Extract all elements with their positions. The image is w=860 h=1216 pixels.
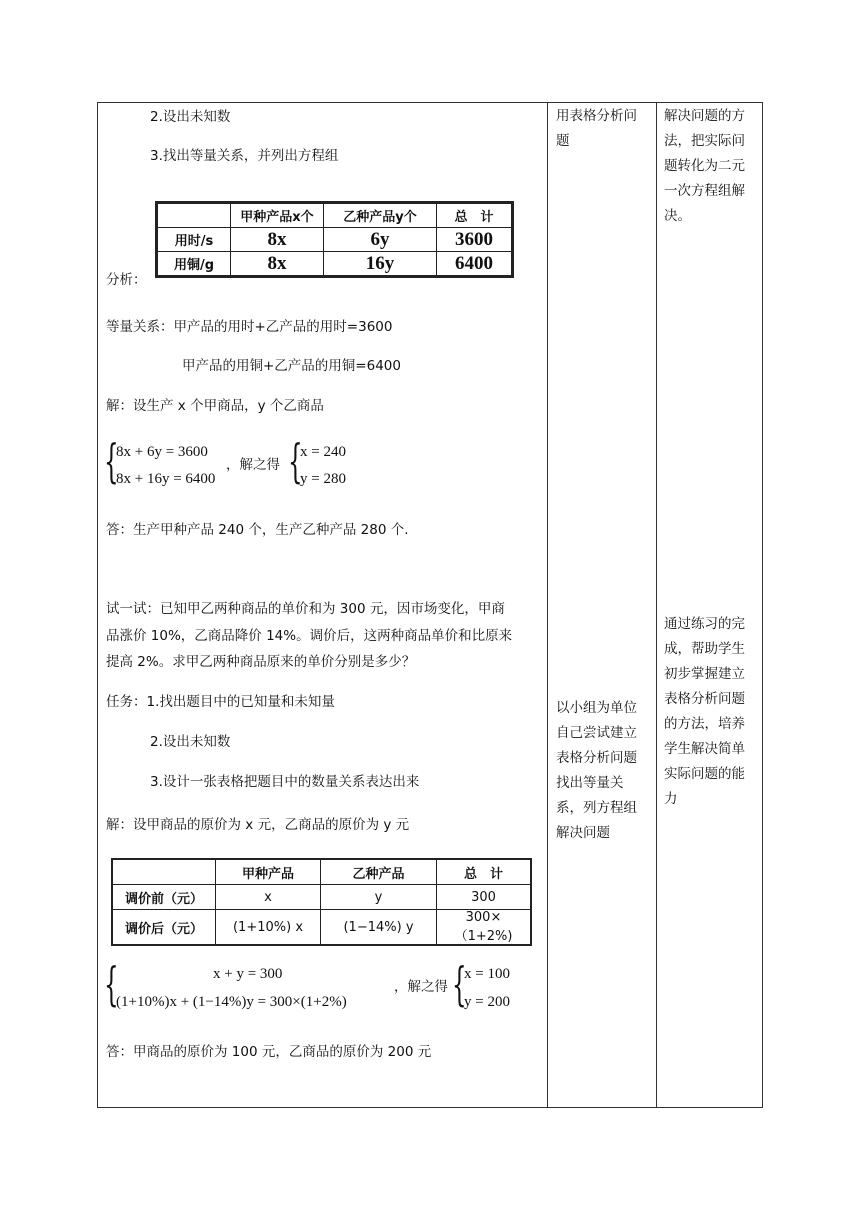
table-cell: 8x — [231, 228, 324, 252]
table-header: 乙种产品 — [321, 859, 437, 885]
table-header: 总 计 — [437, 203, 513, 228]
table-row-label: 用铜/g — [157, 252, 231, 277]
equation-1: 8x + 6y = 3600 — [116, 444, 208, 460]
column-divider — [656, 102, 657, 1108]
answer-1: 答：生产甲种产品 240 个，生产乙种产品 280 个. — [106, 522, 409, 538]
table-cell: y — [321, 885, 437, 910]
analysis-label: 分析： — [106, 272, 147, 288]
table-header: 总 计 — [437, 859, 532, 885]
equation-3: x + y = 300 — [213, 966, 283, 982]
brace-icon: { — [288, 434, 303, 488]
solve-word: ，解之得 — [394, 979, 448, 995]
solution-x: x = 100 — [464, 966, 510, 982]
table-cell: 300 — [437, 885, 532, 910]
table-cell: 6400 — [437, 252, 513, 277]
table-cell — [112, 859, 216, 885]
price-table — [111, 858, 532, 946]
table-header: 甲种产品x个 — [231, 203, 324, 228]
table-row-label: 调价前（元） — [112, 885, 216, 910]
solution-2-intro: 解：设甲商品的原价为 x 元，乙商品的原价为 y 元 — [106, 817, 410, 833]
answer-2: 答：甲商品的原价为 100 元，乙商品的原价为 200 元 — [106, 1044, 432, 1060]
task-3: 3.设计一张表格把题目中的数量关系表达出来 — [150, 774, 420, 790]
intent-note-2: 通过练习的完成，帮助学生初步掌握建立表格分析问题的方法，培养学生解决简单实际问题的能力 — [664, 616, 745, 807]
table-cell: 16y — [324, 252, 437, 277]
solution-x: x = 240 — [300, 444, 346, 460]
student-note-2: 以小组为单位自己尝试建立表格分析问题找出等量关系，列方程组解决问题 — [556, 700, 637, 841]
step-3: 3.找出等量关系，并列出方程组 — [150, 148, 339, 164]
solution-y: y = 200 — [464, 994, 510, 1010]
table-header: 乙种产品y个 — [324, 203, 437, 228]
try-problem-line-2: 品涨价 10%，乙商品降价 14%。调价后，这两种商品单价和比原来 — [106, 628, 513, 644]
table-cell: 300×（1+2%) — [437, 910, 532, 946]
relation-2: 甲产品的用铜+乙产品的用铜=6400 — [182, 358, 401, 374]
analysis-table — [155, 201, 514, 278]
relation-1: 等量关系：甲产品的用时+乙产品的用时=3600 — [106, 319, 393, 335]
table-cell: 3600 — [437, 228, 513, 252]
solution-intro: 解：设生产 x 个甲商品，y 个乙商品 — [106, 398, 324, 414]
equation-4: (1+10%)x + (1−14%)y = 300×(1+2%) — [116, 994, 347, 1010]
solve-word: ，解之得 — [226, 457, 280, 473]
brace-icon: { — [452, 957, 467, 1011]
brace-icon: { — [104, 957, 119, 1011]
try-problem-line-3: 提高 2%。求甲乙两种商品原来的单价分别是多少？ — [106, 654, 416, 670]
try-problem-line-1: 试一试：已知甲乙两种商品的单价和为 300 元，因市场变化，甲商 — [106, 601, 505, 617]
table-cell: (1+10%) x — [216, 910, 321, 946]
task-1: 任务：1.找出题目中的已知量和未知量 — [106, 694, 335, 710]
intent-note-1: 解决问题的方法，把实际问题转化为二元一次方程组解决。 — [664, 108, 745, 224]
brace-icon: { — [104, 434, 119, 488]
solution-y: y = 280 — [300, 471, 346, 487]
column-divider — [547, 102, 548, 1108]
table-row-label: 用时/s — [157, 228, 231, 252]
table-cell: 8x — [231, 252, 324, 277]
step-2: 2.设出未知数 — [150, 109, 231, 125]
student-note-1: 用表格分析问题 — [556, 108, 637, 149]
table-cell: x — [216, 885, 321, 910]
equation-2: 8x + 16y = 6400 — [116, 471, 216, 487]
table-row-label: 调价后（元） — [112, 910, 216, 946]
task-2: 2.设出未知数 — [150, 734, 231, 750]
table-cell: (1−14%) y — [321, 910, 437, 946]
table-header: 甲种产品 — [216, 859, 321, 885]
table-cell: 6y — [324, 228, 437, 252]
table-cell — [157, 203, 231, 228]
